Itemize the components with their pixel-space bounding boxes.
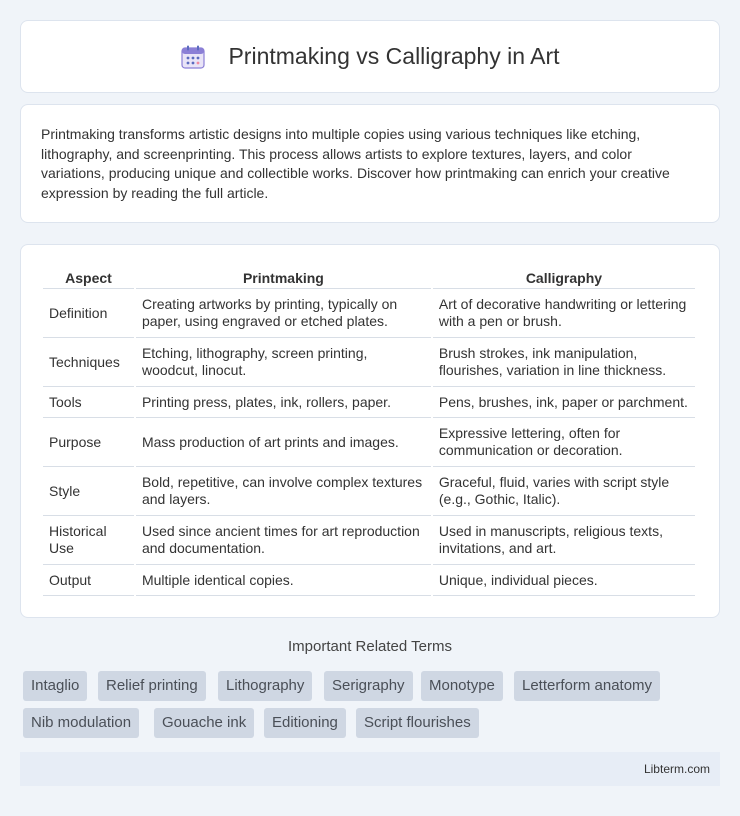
calendar-icon [180, 44, 206, 70]
calligraphy-cell: Unique, individual pieces. [433, 565, 695, 596]
related-terms-title: Important Related Terms [288, 638, 452, 655]
calligraphy-cell: Pens, brushes, ink, paper or parchment. [433, 387, 695, 418]
printmaking-cell: Multiple identical copies. [136, 565, 431, 596]
aspect-cell: Purpose [43, 418, 134, 467]
printmaking-cell: Etching, lithography, screen printing, woodcut, linocut. [136, 338, 431, 387]
related-term-tag[interactable]: Monotype [421, 671, 503, 701]
title-card [20, 20, 720, 93]
aspect-cell: Techniques [43, 338, 134, 387]
table-row [43, 467, 695, 516]
column-header-calligraphy: Calligraphy [433, 265, 695, 289]
column-header-aspect: Aspect [43, 265, 134, 289]
printmaking-cell: Creating artworks by printing, typically on paper, using engraved or etched plates. [136, 289, 431, 338]
table-row [43, 418, 695, 467]
table-row [43, 387, 695, 418]
table-row [43, 516, 695, 565]
aspect-cell: Style [43, 467, 134, 516]
printmaking-cell: Mass production of art prints and images. [136, 418, 431, 467]
calligraphy-cell: Graceful, fluid, varies with script style (e.g., Gothic, Italic). [433, 467, 695, 516]
related-term-tag[interactable]: Letterform anatomy [514, 671, 660, 701]
related-term-tag[interactable]: Lithography [218, 671, 312, 701]
related-term-tag[interactable]: Editioning [264, 708, 346, 738]
related-term-tag[interactable]: Serigraphy [324, 671, 413, 701]
printmaking-cell: Bold, repetitive, can involve complex textures and layers. [136, 467, 431, 516]
related-term-tag[interactable]: Nib modulation [23, 708, 139, 738]
calligraphy-cell: Used in manuscripts, religious texts, invitations, and art. [433, 516, 695, 565]
calligraphy-cell: Art of decorative handwriting or lettering with a pen or brush. [433, 289, 695, 338]
table-row [43, 565, 695, 596]
intro-card [20, 104, 720, 223]
related-term-tag[interactable]: Intaglio [23, 671, 87, 701]
aspect-cell: Tools [43, 387, 134, 418]
related-term-tag[interactable]: Relief printing [98, 671, 206, 701]
column-header-printmaking: Printmaking [136, 265, 431, 289]
calligraphy-cell: Expressive lettering, often for communication or decoration. [433, 418, 695, 467]
table-header-row [43, 265, 695, 289]
table-row [43, 289, 695, 338]
printmaking-cell: Used since ancient times for art reproduction and documentation. [136, 516, 431, 565]
comparison-table-card [20, 244, 720, 618]
printmaking-cell: Printing press, plates, ink, rollers, paper. [136, 387, 431, 418]
footer [20, 752, 720, 786]
aspect-cell: Definition [43, 289, 134, 338]
related-term-tag[interactable]: Script flourishes [356, 708, 479, 738]
intro-text: Printmaking transforms artistic designs into multiple copies using various techniques like etching, lithography, and screenprinting. This process allows artists to explore textures, layers, and color variations, producing unique and collectible works. Discover how printmaking can enrich your creative expression by reading the full article. [41, 126, 670, 201]
comparison-table [41, 265, 697, 596]
table-row [43, 338, 695, 387]
page-title: Printmaking vs Calligraphy in Art [228, 43, 560, 69]
footer-site-link[interactable]: Libterm.com [643, 762, 710, 776]
related-term-tag[interactable]: Gouache ink [154, 708, 254, 738]
aspect-cell: Output [43, 565, 134, 596]
aspect-cell: Historical Use [43, 516, 134, 565]
calligraphy-cell: Brush strokes, ink manipulation, flourishes, variation in line thickness. [433, 338, 695, 387]
